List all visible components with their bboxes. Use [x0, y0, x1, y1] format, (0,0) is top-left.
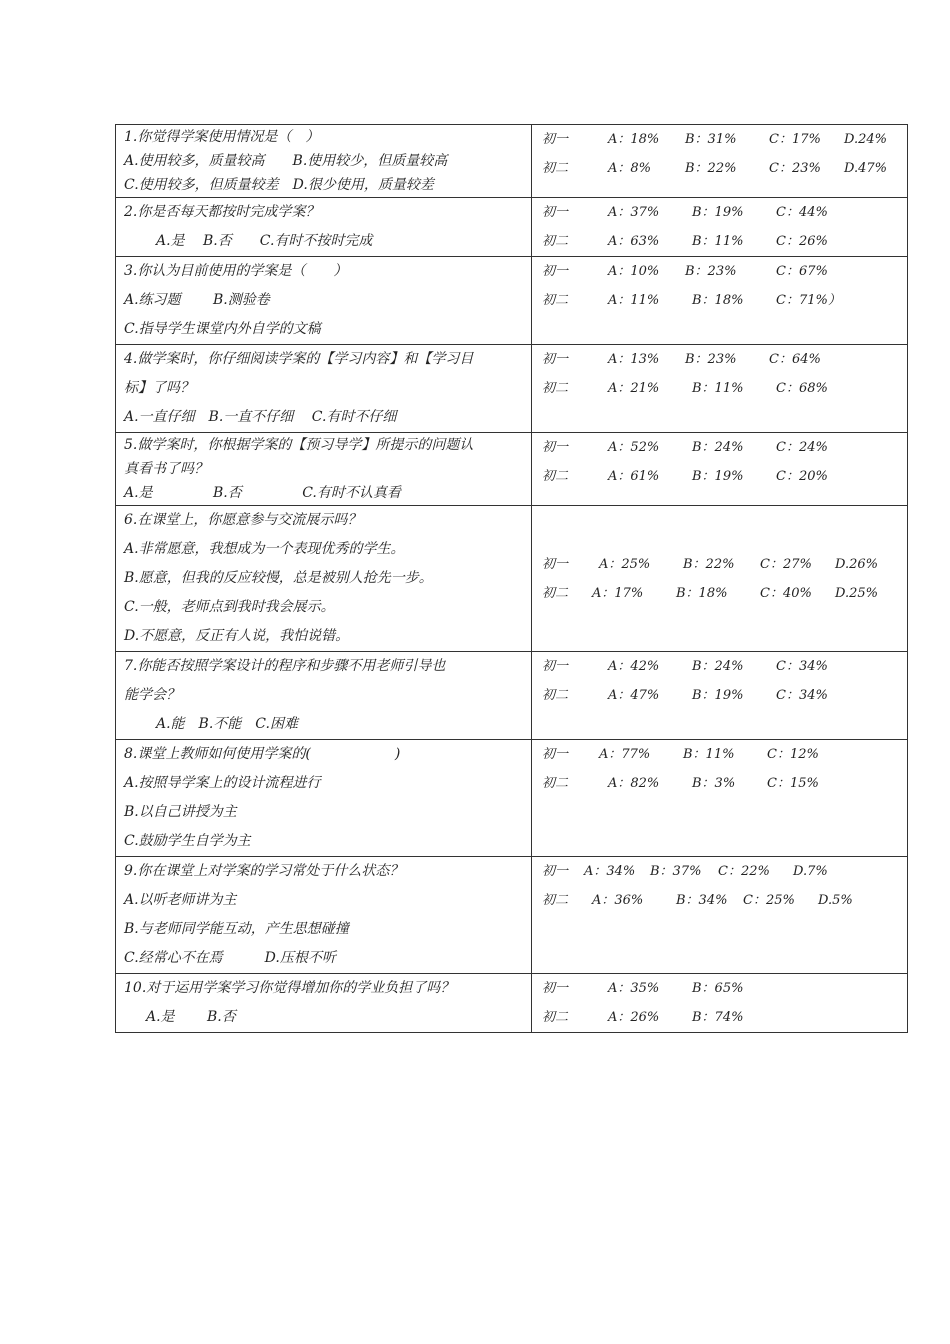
result-row [532, 1003, 907, 1032]
result-value: B：22% [683, 556, 735, 572]
question-options: A.能 B.不能 C.困难 [156, 716, 298, 732]
table-row [116, 198, 908, 257]
result-cell [532, 345, 908, 433]
question-text: 6.在课堂上，你愿意参与交流展示吗？ [124, 512, 362, 528]
question-text: 7.你能否按照学案设计的程序和步骤不用老师引导也 [124, 658, 446, 674]
table-row [116, 125, 908, 198]
grade-label: 初一 [542, 440, 569, 455]
table-row [116, 257, 908, 345]
grade-label: 初一 [542, 747, 569, 762]
table-row [116, 857, 908, 974]
question-options: B.愿意，但我的反应较慢，总是被别人抢先一步。 [124, 570, 433, 586]
grade-label: 初二 [542, 1010, 569, 1025]
result-value: D.7% [793, 864, 828, 879]
result-row [532, 462, 907, 491]
result-value: C：67% [776, 264, 828, 279]
table-row [116, 433, 908, 506]
question-options: A.是 B.否 C.有时不认真看 [124, 485, 401, 501]
result-value: D.24% [844, 132, 887, 147]
result-row [532, 374, 907, 403]
question-options: A.非常愿意，我想成为一个表现优秀的学生。 [124, 541, 405, 557]
result-cell [532, 857, 908, 974]
result-value: C：22% [718, 864, 770, 879]
result-value: B：19% [692, 469, 744, 484]
result-row [532, 154, 907, 183]
result-value: C：15% [767, 776, 819, 791]
question-cell [116, 506, 532, 652]
question-options: C.经常心不在焉 D.压根不听 [124, 950, 336, 966]
result-value: A：61% [608, 469, 660, 484]
result-row [532, 579, 907, 608]
question-cell [116, 257, 532, 345]
result-value: D.26% [835, 556, 878, 572]
grade-label: 初二 [542, 293, 569, 308]
result-row [532, 681, 907, 710]
question-text: 8.课堂上教师如何使用学案的( ) [124, 746, 401, 762]
result-value: C：20% [776, 469, 828, 484]
result-value: A：34% [584, 864, 636, 879]
result-value: D.5% [818, 893, 853, 908]
question-options: D.不愿意，反正有人说，我怕说错。 [124, 628, 350, 644]
result-value: A：25% [599, 556, 651, 572]
question-cell [116, 652, 532, 740]
grade-label: 初二 [542, 234, 569, 249]
result-value: B：19% [692, 688, 744, 703]
result-cell [532, 125, 908, 198]
question-text: 10.对于运用学案学习你觉得增加你的学业负担了吗？ [124, 980, 455, 996]
question-text: 9.你在课堂上对学案的学习常处于什么状态？ [124, 863, 404, 879]
question-text: 4.做学案时，你仔细阅读学案的【学习内容】和【学习目 [124, 351, 474, 367]
result-row [532, 345, 907, 374]
result-row [532, 433, 907, 462]
result-value: C：34% [776, 659, 828, 674]
table-row [116, 345, 908, 433]
result-value: B：18% [692, 293, 744, 308]
result-value: C：17% [769, 132, 821, 147]
question-options: A.一直仔细 B.一直不仔细 C.有时不仔细 [124, 409, 397, 425]
grade-label: 初一 [542, 981, 569, 996]
result-value: C：27% [760, 556, 812, 572]
result-value: B：24% [692, 659, 744, 674]
question-text: 能学会？ [124, 687, 180, 703]
grade-label: 初一 [542, 132, 569, 147]
grade-label: 初一 [542, 205, 569, 220]
grade-label: 初二 [542, 469, 569, 484]
question-cell [116, 974, 532, 1033]
result-value: A：36% [592, 893, 644, 908]
result-value: A：10% [608, 264, 660, 279]
result-value: A：52% [608, 440, 660, 455]
grade-label: 初一 [542, 352, 569, 367]
result-value: A：47% [608, 688, 660, 703]
result-cell [532, 652, 908, 740]
question-cell [116, 857, 532, 974]
result-value: A：42% [608, 659, 660, 674]
grade-label: 初二 [542, 161, 569, 176]
result-value: B：11% [683, 747, 735, 762]
result-row [532, 227, 907, 256]
result-cell [532, 433, 908, 506]
result-value: C：23% [769, 161, 821, 176]
result-value: B：19% [692, 205, 744, 220]
survey-table [115, 124, 908, 1033]
question-cell [116, 198, 532, 257]
question-text: 5.做学案时，你根据学案的【预习导学】所提示的问题认 [124, 437, 474, 453]
result-value: B：23% [685, 352, 737, 367]
result-value: B：37% [650, 864, 702, 879]
result-value: C：34% [776, 688, 828, 703]
result-cell [532, 506, 908, 652]
result-value: A：11% [608, 293, 660, 308]
result-value: A：17% [592, 585, 644, 601]
question-options: A.以听老师讲为主 [124, 892, 237, 908]
result-value: A：21% [608, 381, 660, 396]
result-value: B：11% [692, 234, 744, 249]
question-cell [116, 433, 532, 506]
question-text: 1.你觉得学案使用情况是（ ） [124, 129, 320, 145]
grade-label: 初二 [542, 893, 569, 908]
result-row [532, 769, 907, 798]
result-row [532, 886, 907, 915]
question-text: 真看书了吗？ [124, 461, 208, 477]
result-value: A：77% [599, 747, 651, 762]
result-value: C：26% [776, 234, 828, 249]
grade-label: 初一 [542, 659, 569, 674]
result-value: A：26% [608, 1010, 660, 1025]
result-value: A：82% [608, 776, 660, 791]
result-row [532, 286, 907, 315]
question-options: A.是 B.否 [146, 1009, 236, 1025]
result-value: C：24% [776, 440, 828, 455]
result-value: C：44% [776, 205, 828, 220]
result-row [532, 974, 907, 1003]
question-options: A.按照导学案上的设计流程进行 [124, 775, 321, 791]
question-text: 2.你是否每天都按时完成学案？ [124, 204, 320, 220]
question-options: C.指导学生课堂内外自学的文稿 [124, 321, 321, 337]
result-value: C：12% [767, 747, 819, 762]
result-cell [532, 198, 908, 257]
result-row [532, 857, 907, 886]
table-row [116, 974, 908, 1033]
result-value: A：13% [608, 352, 660, 367]
result-value: A：18% [608, 132, 660, 147]
grade-label: 初一 [542, 556, 569, 572]
result-cell [532, 740, 908, 857]
result-value: B：24% [692, 440, 744, 455]
result-value: B：23% [685, 264, 737, 279]
question-cell [116, 740, 532, 857]
result-value: B：31% [685, 132, 737, 147]
result-value: C：64% [769, 352, 821, 367]
result-value: A：35% [608, 981, 660, 996]
result-value: B：34% [676, 893, 728, 908]
result-row [532, 652, 907, 681]
grade-label: 初二 [542, 585, 569, 601]
table-row [116, 652, 908, 740]
question-options: C.鼓励学生自学为主 [124, 833, 251, 849]
result-row [532, 550, 907, 579]
result-value: A：63% [608, 234, 660, 249]
question-cell [116, 345, 532, 433]
grade-label: 初二 [542, 776, 569, 791]
result-cell [532, 974, 908, 1033]
grade-label: 初一 [542, 864, 569, 879]
result-value: B：11% [692, 381, 744, 396]
result-value: D.25% [835, 585, 878, 601]
grade-label: 初一 [542, 264, 569, 279]
grade-label: 初二 [542, 381, 569, 396]
result-value: C：71%） [776, 293, 841, 308]
result-row [532, 198, 907, 227]
result-value: C：25% [743, 893, 795, 908]
result-value: C：68% [776, 381, 828, 396]
result-value: B：65% [692, 981, 744, 996]
question-options: B.与老师同学能互动，产生思想碰撞 [124, 921, 349, 937]
result-value: A：8% [608, 161, 652, 176]
grade-label: 初二 [542, 688, 569, 703]
result-value: D.47% [844, 161, 887, 176]
result-value: B：74% [692, 1010, 744, 1025]
result-row [532, 257, 907, 286]
result-value: C：40% [760, 585, 812, 601]
result-value: B：18% [676, 585, 728, 601]
question-options: A.使用较多，质量较高 B.使用较少，但质量较高 [124, 153, 448, 169]
question-text: 3.你认为目前使用的学案是（ ） [124, 263, 348, 279]
question-options: C.一般，老师点到我时我会展示。 [124, 599, 335, 615]
result-value: A：37% [608, 205, 660, 220]
table-row [116, 506, 908, 652]
result-value: B：3% [692, 776, 736, 791]
table-row [116, 740, 908, 857]
result-row [532, 740, 907, 769]
question-text: 标】了吗？ [124, 380, 194, 396]
result-value: B：22% [685, 161, 737, 176]
result-row [532, 125, 907, 154]
question-cell [116, 125, 532, 198]
question-options: A.是 B.否 C.有时不按时完成 [156, 233, 373, 249]
question-options: A.练习题 B.测验卷 [124, 292, 270, 308]
question-options: C.使用较多，但质量较差 D.很少使用，质量较差 [124, 177, 434, 193]
result-cell [532, 257, 908, 345]
question-options: B.以自己讲授为主 [124, 804, 237, 820]
